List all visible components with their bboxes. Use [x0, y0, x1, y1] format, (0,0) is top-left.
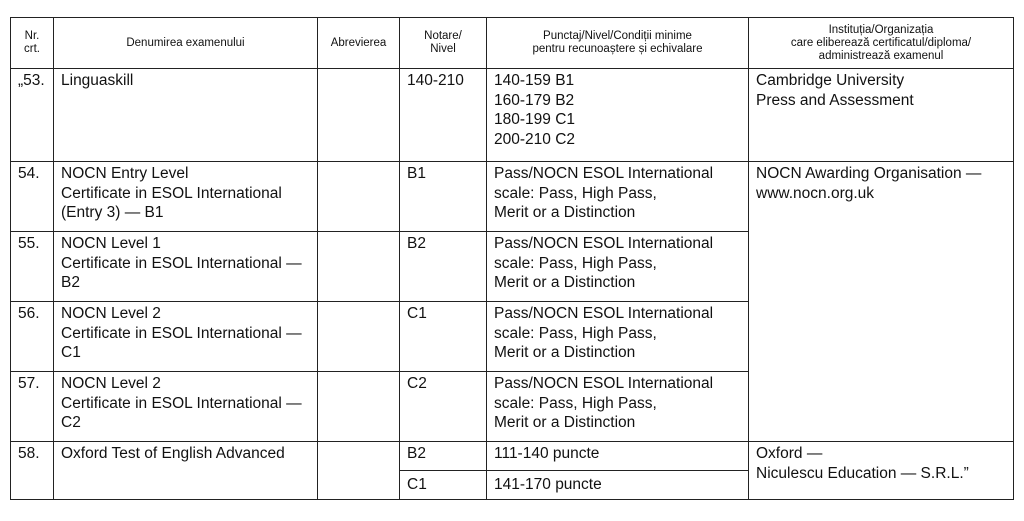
exam-level: B1 — [400, 162, 487, 232]
header-nr: Nr. crt. — [11, 18, 54, 69]
exam-score: Pass/NOCN ESOL International scale: Pass, High Pass, Merit or a Distinction — [487, 162, 749, 232]
row-nr: 58. — [11, 442, 54, 500]
header-institution: Instituția/Organizația care eliberează certificatul/diploma/ administrează examenul — [749, 18, 1014, 69]
table-row — [11, 69, 1014, 162]
exam-level: C1 — [400, 302, 487, 372]
row-nr: „53. — [11, 69, 54, 162]
exam-score: Pass/NOCN ESOL International scale: Pass, High Pass, Merit or a Distinction — [487, 372, 749, 442]
exam-level: C1 — [400, 471, 487, 500]
row-nr: 55. — [11, 232, 54, 302]
exam-abbr — [318, 442, 400, 500]
row-nr: 54. — [11, 162, 54, 232]
exam-abbr — [318, 302, 400, 372]
row-nr: 56. — [11, 302, 54, 372]
exam-score: Pass/NOCN ESOL International scale: Pass, High Pass, Merit or a Distinction — [487, 302, 749, 372]
exam-institution: Cambridge University Press and Assessment — [749, 69, 1014, 162]
header-name: Denumirea examenului — [54, 18, 318, 69]
header-score: Punctaj/Nivel/Condiții minime pentru recunoaștere și echivalare — [487, 18, 749, 69]
exam-abbr — [318, 372, 400, 442]
exam-score: Pass/NOCN ESOL International scale: Pass, High Pass, Merit or a Distinction — [487, 232, 749, 302]
table-row — [11, 442, 1014, 471]
exam-score: 140-159 B1 160-179 B2 180-199 C1 200-210 C2 — [487, 69, 749, 162]
header-abbr: Abrevierea — [318, 18, 400, 69]
exam-abbr — [318, 232, 400, 302]
exam-score: 141-170 puncte — [487, 471, 749, 500]
exam-abbr — [318, 69, 400, 162]
row-nr: 57. — [11, 372, 54, 442]
table-row — [11, 162, 1014, 232]
header-level: Notare/ Nivel — [400, 18, 487, 69]
exam-name: NOCN Entry Level Certificate in ESOL International (Entry 3) — B1 — [54, 162, 318, 232]
exam-institution: NOCN Awarding Organisation — www.nocn.org.uk — [749, 162, 1014, 442]
exam-name: NOCN Level 2 Certificate in ESOL International — C2 — [54, 372, 318, 442]
exam-institution: Oxford — Niculescu Education — S.R.L.” — [749, 442, 1014, 500]
exam-name: Oxford Test of English Advanced — [54, 442, 318, 500]
exam-level: C2 — [400, 372, 487, 442]
exam-level: B2 — [400, 442, 487, 471]
exam-abbr — [318, 162, 400, 232]
exam-name: NOCN Level 2 Certificate in ESOL International — C1 — [54, 302, 318, 372]
exam-level: 140-210 — [400, 69, 487, 162]
exam-level: B2 — [400, 232, 487, 302]
exam-name: Linguaskill — [54, 69, 318, 162]
header-row — [11, 18, 1014, 69]
exam-score: 111-140 puncte — [487, 442, 749, 471]
exam-name: NOCN Level 1 Certificate in ESOL International — B2 — [54, 232, 318, 302]
exam-table — [10, 17, 1014, 500]
